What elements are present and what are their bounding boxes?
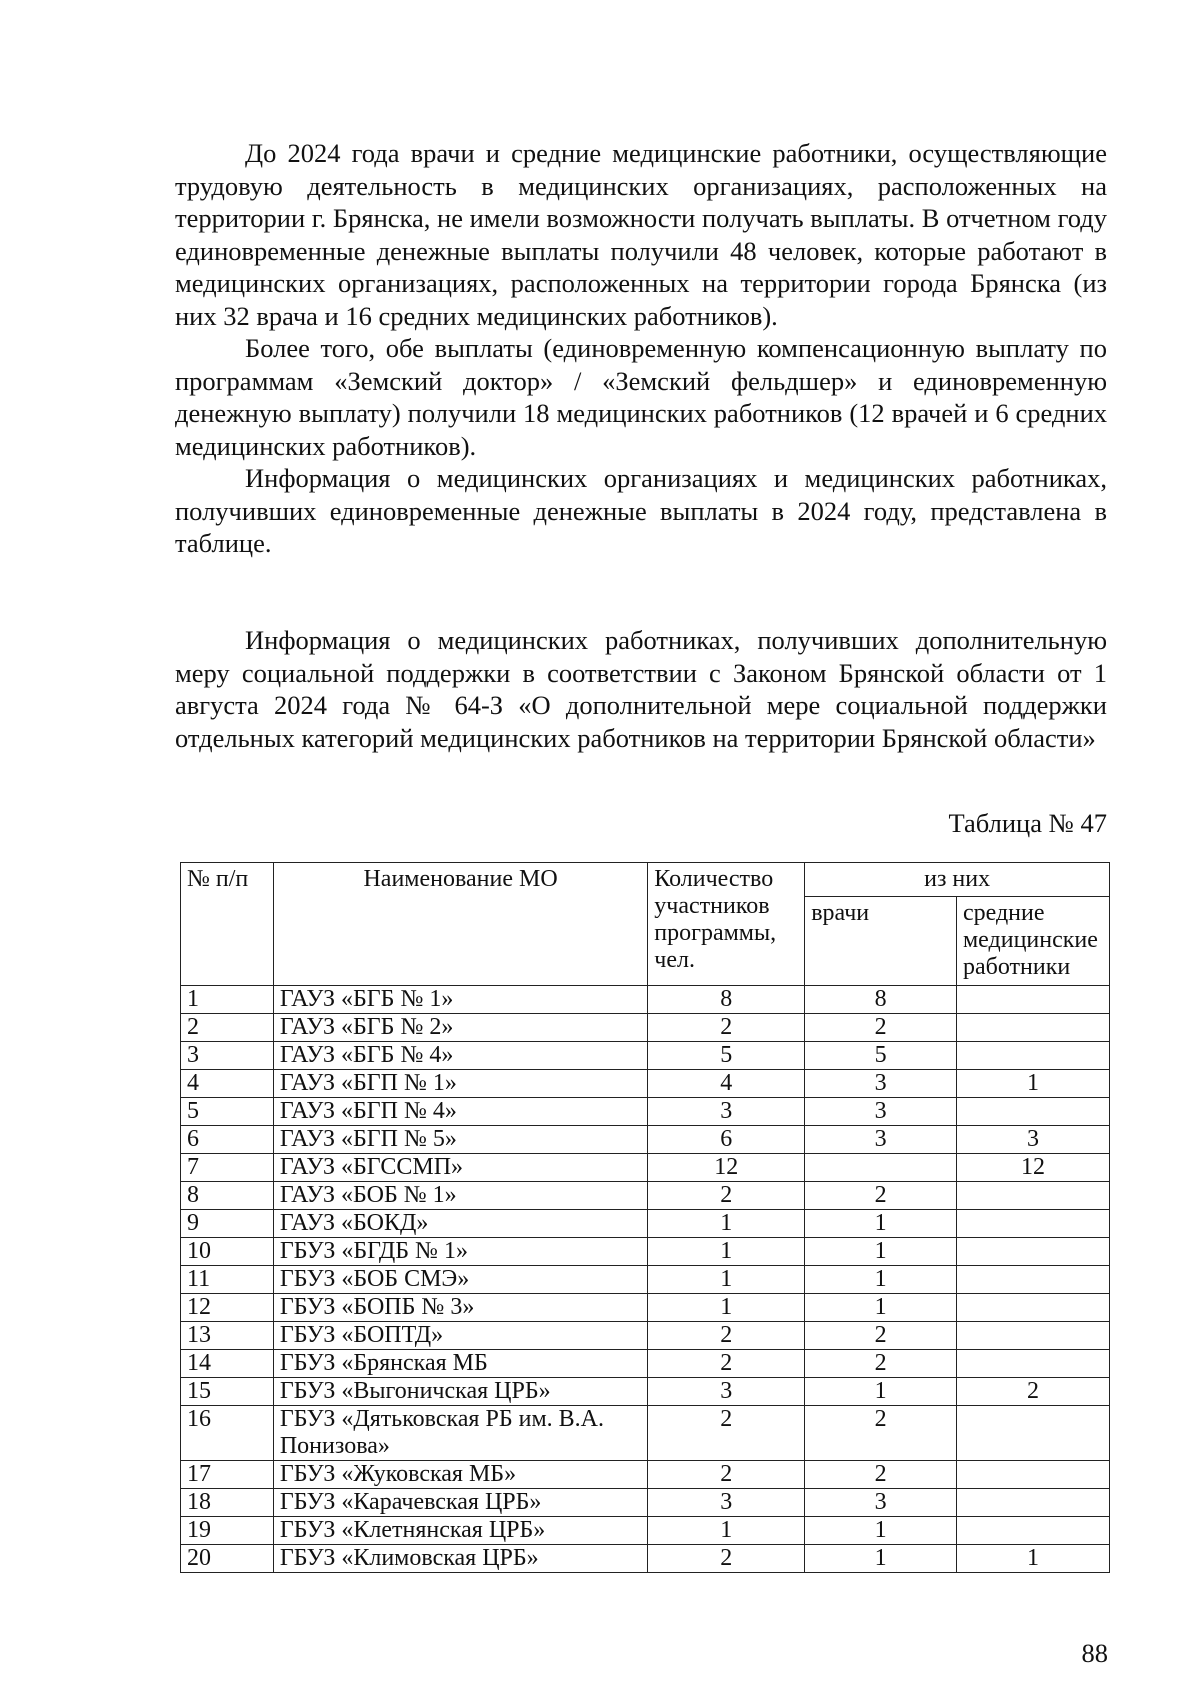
cell-total: 2 [648, 1461, 805, 1489]
header-nurses: средние медицинские работники [956, 897, 1109, 986]
cell-num: 8 [181, 1182, 274, 1210]
cell-nurses [956, 1406, 1109, 1461]
cell-doctors: 1 [805, 1210, 957, 1238]
cell-name: ГАУЗ «БОБ № 1» [273, 1182, 647, 1210]
table-row [181, 986, 1110, 1014]
cell-doctors: 1 [805, 1266, 957, 1294]
cell-total: 1 [648, 1266, 805, 1294]
cell-doctors: 2 [805, 1322, 957, 1350]
cell-num: 12 [181, 1294, 274, 1322]
cell-name: ГБУЗ «Жуковская МБ» [273, 1461, 647, 1489]
table-row [181, 1182, 1110, 1210]
cell-doctors: 3 [805, 1126, 957, 1154]
table-row [181, 1266, 1110, 1294]
cell-total: 1 [648, 1210, 805, 1238]
cell-name: ГАУЗ «БГССМП» [273, 1154, 647, 1182]
cell-name: ГБУЗ «БОБ СМЭ» [273, 1266, 647, 1294]
cell-nurses [956, 1238, 1109, 1266]
intro-paragraph-2: Более того, обе выплаты (единовременную компенсационную выплату по программам «Земский доктор» / «Земский фельдшер» и единовременную денежную выплату) получили 18 медицинских работников (12 врачей и 6 средних медицинских работников). [175, 333, 1107, 461]
cell-doctors: 5 [805, 1042, 957, 1070]
cell-nurses: 1 [956, 1545, 1109, 1573]
cell-name: ГБУЗ «БОПБ № 3» [273, 1294, 647, 1322]
table-number: Таблица № 47 [948, 808, 1107, 838]
cell-name: ГБУЗ «Дятьковская РБ им. В.А. Понизова» [273, 1406, 647, 1461]
cell-name: ГБУЗ «Выгоничская ЦРБ» [273, 1378, 647, 1406]
cell-nurses: 12 [956, 1154, 1109, 1182]
table-row [181, 1098, 1110, 1126]
cell-total: 3 [648, 1098, 805, 1126]
table-caption-text: Информация о медицинских работниках, получивших дополнительную меру социальной поддержки в соответствии с Законом Брянской области от 1 августа 2024 года № 64-З «О дополнительной мере социальной поддержки отдельных категорий медицинских работников на территории Брянской области» [175, 625, 1107, 753]
cell-doctors: 1 [805, 1545, 957, 1573]
cell-name: ГАУЗ «БГБ № 4» [273, 1042, 647, 1070]
cell-doctors: 2 [805, 1014, 957, 1042]
table-body [181, 986, 1110, 1573]
table-row [181, 1545, 1110, 1573]
cell-nurses: 2 [956, 1378, 1109, 1406]
table-row [181, 1014, 1110, 1042]
cell-num: 17 [181, 1461, 274, 1489]
cell-num: 20 [181, 1545, 274, 1573]
cell-nurses [956, 1517, 1109, 1545]
cell-nurses: 3 [956, 1126, 1109, 1154]
cell-name: ГАУЗ «БГП № 1» [273, 1070, 647, 1098]
cell-name: ГАУЗ «БГБ № 2» [273, 1014, 647, 1042]
cell-total: 1 [648, 1238, 805, 1266]
cell-total: 2 [648, 1545, 805, 1573]
cell-total: 4 [648, 1070, 805, 1098]
cell-nurses [956, 1182, 1109, 1210]
cell-total: 2 [648, 1406, 805, 1461]
cell-total: 5 [648, 1042, 805, 1070]
cell-total: 1 [648, 1517, 805, 1545]
cell-nurses [956, 1461, 1109, 1489]
intro-paragraph-3: Информация о медицинских организациях и медицинских работниках, получивших единовременные денежные выплаты в 2024 году, представлена в таблице. [175, 463, 1107, 558]
table-row [181, 1378, 1110, 1406]
cell-num: 18 [181, 1489, 274, 1517]
cell-num: 14 [181, 1350, 274, 1378]
cell-doctors: 2 [805, 1350, 957, 1378]
cell-name: ГБУЗ «Карачевская ЦРБ» [273, 1489, 647, 1517]
table-row [181, 1126, 1110, 1154]
cell-doctors: 2 [805, 1461, 957, 1489]
cell-name: ГАУЗ «БГП № 5» [273, 1126, 647, 1154]
payments-table [180, 862, 1110, 1573]
table-row [181, 1517, 1110, 1545]
cell-num: 10 [181, 1238, 274, 1266]
cell-name: ГБУЗ «Климовская ЦРБ» [273, 1545, 647, 1573]
cell-nurses [956, 1014, 1109, 1042]
cell-doctors: 1 [805, 1294, 957, 1322]
table-caption [175, 624, 1107, 754]
page-number: 88 [1081, 1638, 1108, 1668]
cell-name: ГБУЗ «Клетнянская ЦРБ» [273, 1517, 647, 1545]
cell-doctors: 3 [805, 1098, 957, 1126]
cell-nurses: 1 [956, 1070, 1109, 1098]
table-row [181, 1322, 1110, 1350]
cell-total: 12 [648, 1154, 805, 1182]
table-row [181, 1154, 1110, 1182]
intro-text [175, 137, 1107, 560]
header-name: Наименование МО [273, 863, 647, 986]
cell-name: ГБУЗ «БОПТД» [273, 1322, 647, 1350]
cell-doctors: 2 [805, 1406, 957, 1461]
cell-num: 3 [181, 1042, 274, 1070]
cell-total: 2 [648, 1182, 805, 1210]
cell-nurses [956, 1098, 1109, 1126]
cell-name: ГБУЗ «БГДБ № 1» [273, 1238, 647, 1266]
cell-doctors: 3 [805, 1489, 957, 1517]
cell-name: ГАУЗ «БГП № 4» [273, 1098, 647, 1126]
cell-total: 2 [648, 1014, 805, 1042]
header-num: № п/п [181, 863, 274, 986]
table-row [181, 1350, 1110, 1378]
cell-total: 1 [648, 1294, 805, 1322]
table-row [181, 1210, 1110, 1238]
cell-nurses [956, 1322, 1109, 1350]
cell-num: 6 [181, 1126, 274, 1154]
cell-doctors: 1 [805, 1378, 957, 1406]
cell-num: 13 [181, 1322, 274, 1350]
header-doctors: врачи [805, 897, 957, 986]
cell-name: ГБУЗ «Брянская МБ [273, 1350, 647, 1378]
cell-num: 16 [181, 1406, 274, 1461]
table-row [181, 1238, 1110, 1266]
cell-doctors: 8 [805, 986, 957, 1014]
cell-total: 3 [648, 1378, 805, 1406]
cell-num: 4 [181, 1070, 274, 1098]
cell-nurses [956, 1350, 1109, 1378]
cell-total: 3 [648, 1489, 805, 1517]
cell-num: 15 [181, 1378, 274, 1406]
header-count: Количество участников программы, чел. [648, 863, 805, 986]
cell-doctors [805, 1154, 957, 1182]
table-row [181, 1294, 1110, 1322]
table-row [181, 1461, 1110, 1489]
cell-num: 11 [181, 1266, 274, 1294]
cell-total: 6 [648, 1126, 805, 1154]
cell-nurses [956, 986, 1109, 1014]
cell-nurses [956, 1210, 1109, 1238]
cell-num: 9 [181, 1210, 274, 1238]
cell-nurses [956, 1042, 1109, 1070]
cell-num: 7 [181, 1154, 274, 1182]
cell-num: 5 [181, 1098, 274, 1126]
cell-nurses [956, 1489, 1109, 1517]
cell-name: ГАУЗ «БГБ № 1» [273, 986, 647, 1014]
table-row [181, 1489, 1110, 1517]
header-of-them: из них [805, 863, 1110, 897]
cell-total: 8 [648, 986, 805, 1014]
cell-nurses [956, 1294, 1109, 1322]
cell-doctors: 2 [805, 1182, 957, 1210]
cell-total: 2 [648, 1322, 805, 1350]
table-row [181, 1042, 1110, 1070]
cell-num: 19 [181, 1517, 274, 1545]
cell-num: 1 [181, 986, 274, 1014]
cell-nurses [956, 1266, 1109, 1294]
table-row [181, 1070, 1110, 1098]
table-row [181, 1406, 1110, 1461]
intro-paragraph-1: До 2024 года врачи и средние медицинские работники, осуществляющие трудовую деятельность в медицинских организациях, расположенных на территории г. Брянска, не имели возможности получать выплаты. В отчетном году единовременные денежные выплаты получили 48 человек, которые работают в медицинских организациях, расположенных на территории города Брянска (из них 32 врача и 16 средних медицинских работников). [175, 138, 1107, 331]
cell-doctors: 3 [805, 1070, 957, 1098]
cell-name: ГАУЗ «БОКД» [273, 1210, 647, 1238]
cell-doctors: 1 [805, 1238, 957, 1266]
cell-num: 2 [181, 1014, 274, 1042]
cell-doctors: 1 [805, 1517, 957, 1545]
cell-total: 2 [648, 1350, 805, 1378]
